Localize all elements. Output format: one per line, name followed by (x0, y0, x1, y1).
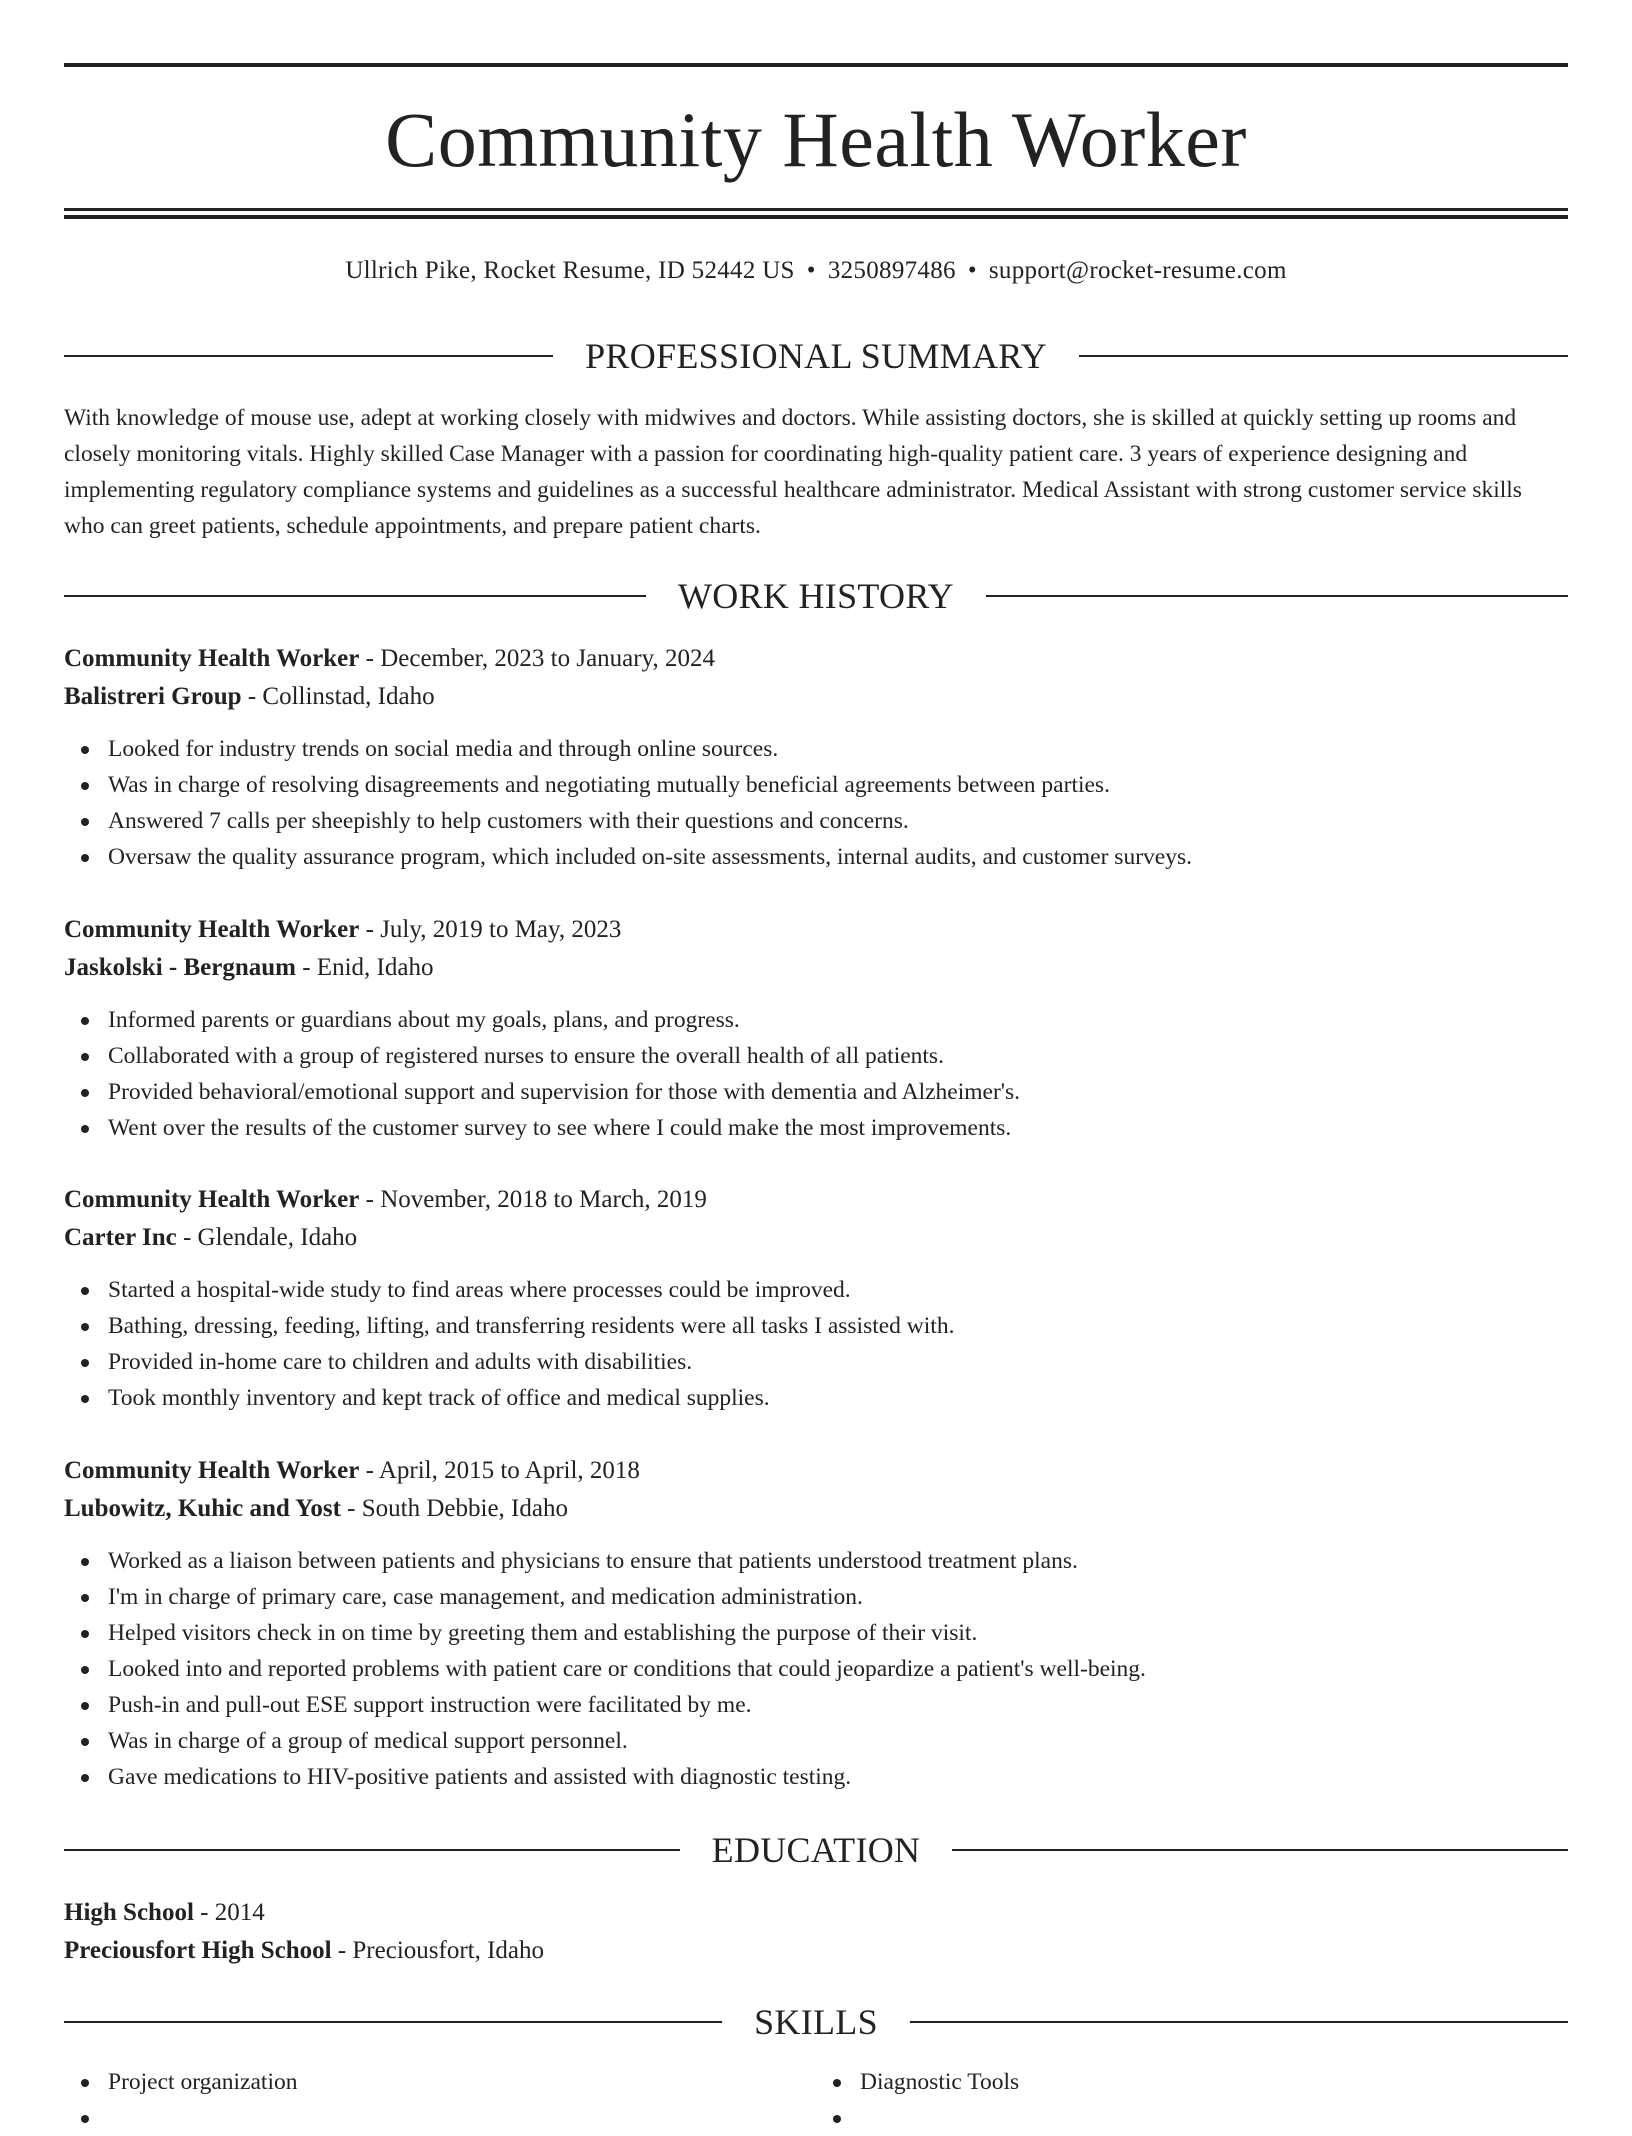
job-dates: - November, 2018 to March, 2019 (359, 1186, 707, 1213)
job-title: Community Health Worker (64, 645, 360, 672)
job-company-line (64, 949, 1568, 987)
education-degree-line (64, 1894, 1568, 1932)
job-title-line (64, 1452, 1568, 1490)
job-title: Community Health Worker (64, 1457, 360, 1484)
job-company: Carter Inc (64, 1224, 177, 1251)
job-location: - Collinstad, Idaho (241, 683, 435, 710)
skill-item: Project organization (108, 2064, 816, 2100)
job-title: Community Health Worker (64, 916, 360, 943)
skill-item: Diagnostic Tools (860, 2064, 1568, 2100)
job-location: - Glendale, Idaho (176, 1224, 358, 1251)
job-bullet: Informed parents or guardians about my goals, plans, and progress. (108, 1002, 1568, 1038)
title-double-rule (64, 208, 1568, 219)
education-year: - 2014 (193, 1899, 265, 1926)
section-title: WORK HISTORY (678, 576, 954, 616)
section-title: SKILLS (754, 2002, 878, 2042)
skills-column-left (64, 2064, 816, 2136)
section-rule (1079, 355, 1568, 357)
job-entry (64, 640, 1568, 875)
job-bullets (64, 731, 1568, 875)
job-location: - Enid, Idaho (295, 954, 434, 981)
section-header-skills (64, 2000, 1568, 2044)
job-bullets (64, 1543, 1568, 1795)
section-rule (64, 595, 646, 597)
job-bullet: Looked for industry trends on social media and through online sources. (108, 731, 1568, 767)
section-title: PROFESSIONAL SUMMARY (585, 336, 1047, 376)
skill-item (108, 2100, 816, 2136)
contact-address: Ullrich Pike, Rocket Resume, ID 52442 US (345, 257, 795, 284)
education-degree: High School (64, 1899, 194, 1926)
top-rule (64, 63, 1568, 67)
job-dates: - December, 2023 to January, 2024 (359, 645, 715, 672)
education-school: Preciousfort High School (64, 1937, 332, 1964)
skills-column-right (816, 2064, 1568, 2136)
job-bullet: I'm in charge of primary care, case management, and medication administration. (108, 1579, 1568, 1615)
job-company-line (64, 678, 1568, 716)
summary-text: With knowledge of mouse use, adept at working closely with midwives and doctors. While assisting doctors, she is skilled at quickly setting up rooms and closely monitoring vitals. Highly skilled Case Manager with a passion for coordinating high-quality patient care. 3 years of experience designing and implementing regulatory compliance systems and guidelines as a successful healthcare administrator. Medical Assistant with strong customer service skills who can greet patients, schedule appointments, and prepare patient charts. (64, 405, 1522, 539)
skills-list (64, 2064, 1568, 2136)
resume-title: Community Health Worker (385, 96, 1247, 183)
section-rule (64, 2021, 722, 2023)
job-company-line (64, 1490, 1568, 1528)
job-company: Jaskolski - Bergnaum (64, 954, 296, 981)
job-bullet: Was in charge of a group of medical support personnel. (108, 1723, 1568, 1759)
job-location: - South Debbie, Idaho (340, 1495, 568, 1522)
job-bullet: Answered 7 calls per sheepishly to help customers with their questions and concerns. (108, 803, 1568, 839)
job-entry (64, 1452, 1568, 1795)
contact-phone: 3250897486 (827, 257, 956, 284)
section-title: EDUCATION (711, 1830, 921, 1870)
job-bullet: Provided in-home care to children and adults with disabilities. (108, 1344, 1568, 1380)
job-bullet: Provided behavioral/emotional support and supervision for those with dementia and Alzheimer's. (108, 1074, 1568, 1110)
section-rule (64, 1849, 680, 1851)
job-company: Lubowitz, Kuhic and Yost (64, 1495, 341, 1522)
education-entry (64, 1894, 1568, 1970)
section-rule (952, 1849, 1568, 1851)
job-title-line (64, 911, 1568, 949)
contact-line (64, 254, 1568, 288)
job-bullet: Gave medications to HIV-positive patients and assisted with diagnostic testing. (108, 1759, 1568, 1795)
education-location: - Preciousfort, Idaho (331, 1937, 545, 1964)
contact-separator: • (967, 257, 977, 284)
section-header-education (64, 1828, 1568, 1872)
contact-separator: • (806, 257, 816, 284)
job-bullet: Push-in and pull-out ESE support instruction were facilitated by me. (108, 1687, 1568, 1723)
job-company: Balistreri Group (64, 683, 242, 710)
contact-email: support@rocket-resume.com (988, 257, 1287, 284)
job-dates: - July, 2019 to May, 2023 (359, 916, 622, 943)
job-entry (64, 911, 1568, 1146)
job-title: Community Health Worker (64, 1186, 360, 1213)
job-bullet: Started a hospital-wide study to find areas where processes could be improved. (108, 1272, 1568, 1308)
job-bullet: Worked as a liaison between patients and physicians to ensure that patients understood treatment plans. (108, 1543, 1568, 1579)
section-header-summary (64, 334, 1568, 378)
job-bullet: Helped visitors check in on time by greeting them and establishing the purpose of their visit. (108, 1615, 1568, 1651)
job-title-line (64, 1181, 1568, 1219)
job-bullet: Took monthly inventory and kept track of office and medical supplies. (108, 1380, 1568, 1416)
job-bullet: Bathing, dressing, feeding, lifting, and transferring residents were all tasks I assisted with. (108, 1308, 1568, 1344)
job-bullet: Was in charge of resolving disagreements and negotiating mutually beneficial agreements between parties. (108, 767, 1568, 803)
job-bullet: Oversaw the quality assurance program, which included on-site assessments, internal audits, and customer surveys. (108, 839, 1568, 875)
job-bullet: Collaborated with a group of registered nurses to ensure the overall health of all patients. (108, 1038, 1568, 1074)
job-bullets (64, 1002, 1568, 1146)
job-bullets (64, 1272, 1568, 1416)
section-rule (910, 2021, 1568, 2023)
job-entry (64, 1181, 1568, 1416)
education-school-line (64, 1932, 1568, 1970)
job-dates: - April, 2015 to April, 2018 (359, 1457, 640, 1484)
section-rule (986, 595, 1568, 597)
skill-item (860, 2100, 1568, 2136)
job-bullet: Looked into and reported problems with patient care or conditions that could jeopardize a patient's well-being. (108, 1651, 1568, 1687)
job-company-line (64, 1219, 1568, 1257)
job-title-line (64, 640, 1568, 678)
section-rule (64, 355, 553, 357)
job-bullet: Went over the results of the customer survey to see where I could make the most improvements. (108, 1110, 1568, 1146)
section-header-work-history (64, 574, 1568, 618)
